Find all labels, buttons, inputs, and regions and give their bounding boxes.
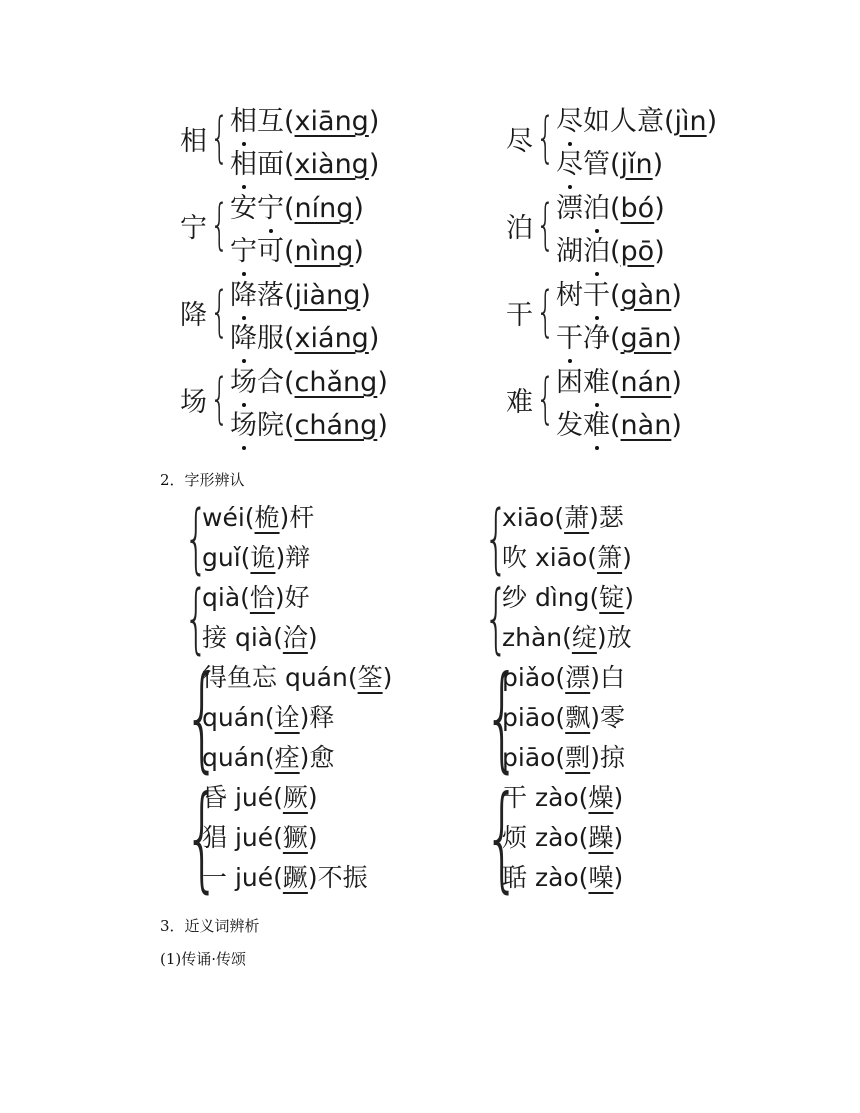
- item-text: 互(: [257, 106, 295, 137]
- polyphone-head: 场: [180, 387, 207, 418]
- polyphone-item: [230, 236, 364, 268]
- polyphone-item: [556, 106, 717, 138]
- emphasis-char: 难: [583, 367, 610, 398]
- polyphone-item: [230, 280, 371, 312]
- item-text: (: [610, 410, 621, 441]
- item-text: ): [654, 236, 665, 267]
- emphasis-char: 泊: [583, 236, 610, 267]
- glyph-item: [502, 862, 623, 894]
- polyphone-item: [556, 149, 663, 181]
- character-answer: 飘: [565, 703, 591, 732]
- glyph-item: [502, 742, 625, 774]
- item-text: ): [377, 367, 388, 398]
- item-text: )好: [274, 583, 310, 612]
- brace: {: [184, 771, 221, 904]
- item-text: 合(: [257, 367, 295, 398]
- item-text: 发: [556, 410, 583, 441]
- pinyin-answer: nìng: [294, 236, 354, 267]
- glyph-item: [502, 702, 625, 734]
- item-text: piǎo(: [502, 663, 566, 692]
- brace: {: [484, 493, 509, 582]
- brace: {: [184, 573, 209, 662]
- item-text: ): [360, 280, 371, 311]
- polyphone-item: [556, 410, 682, 442]
- polyphone-item: [230, 410, 388, 442]
- character-answer: 绽: [571, 623, 597, 652]
- brace: {: [484, 651, 521, 784]
- item-text: 接 qià(: [202, 623, 283, 652]
- polyphone-item: [556, 193, 665, 225]
- glyph-item: [202, 702, 334, 734]
- pinyin-answer: nán: [620, 367, 672, 398]
- item-text: )瑟: [589, 503, 624, 532]
- item-text: ): [706, 106, 718, 137]
- character-answer: 剽: [565, 743, 591, 772]
- item-text: 漂: [556, 193, 583, 224]
- pinyin-answer: bó: [620, 193, 655, 224]
- heading-glyph-recognition: 2．字形辨认: [160, 471, 245, 489]
- character-answer: 萧: [564, 503, 590, 532]
- item-text: ): [368, 149, 380, 180]
- emphasis-char: 泊: [583, 193, 610, 224]
- item-text: )辩: [275, 543, 311, 572]
- item-text: quán(: [202, 743, 275, 772]
- item-text: (: [610, 193, 621, 224]
- emphasis-char: 干: [583, 280, 610, 311]
- polyphone-item: [230, 106, 379, 138]
- emphasis-char: 尽: [556, 149, 583, 180]
- item-text: )不振: [307, 863, 368, 892]
- item-text: ): [307, 623, 318, 652]
- item-text: )白: [590, 663, 625, 692]
- item-text: piāo(: [502, 743, 566, 772]
- character-answer: 厥: [282, 783, 308, 812]
- item-text: wéi(: [202, 503, 255, 532]
- glyph-item: [202, 862, 368, 894]
- glyph-item: [202, 662, 392, 694]
- item-text: qià(: [202, 583, 250, 612]
- brace: {: [184, 493, 209, 582]
- glyph-item: [502, 542, 632, 574]
- item-text: ): [671, 323, 682, 354]
- emphasis-char: 相: [230, 106, 257, 137]
- item-text: )释: [299, 703, 335, 732]
- brace: {: [210, 280, 229, 343]
- item-text: ): [382, 663, 393, 692]
- item-text: ): [368, 106, 380, 137]
- pinyin-answer: nàn: [620, 410, 672, 441]
- glyph-item: [202, 622, 318, 654]
- item-text: 管(: [583, 149, 621, 180]
- emphasis-char: 干: [556, 323, 583, 354]
- heading-synonym-pair: (1)传诵·传颂: [160, 950, 247, 968]
- item-text: 干 zào(: [502, 783, 589, 812]
- glyph-item: [502, 662, 625, 694]
- glyph-item: [502, 582, 634, 614]
- item-text: (: [610, 367, 621, 398]
- polyphone-head: 泊: [506, 213, 533, 244]
- pinyin-answer: jìn: [674, 106, 707, 137]
- emphasis-char: 宁: [230, 236, 257, 267]
- character-answer: 锭: [599, 583, 625, 612]
- polyphone-item: [556, 323, 682, 355]
- pinyin-answer: jiàng: [294, 280, 361, 311]
- item-text: 困: [556, 367, 583, 398]
- character-answer: 痊: [274, 743, 300, 772]
- character-answer: 噪: [588, 863, 614, 892]
- polyphone-head: 宁: [180, 213, 207, 244]
- character-answer: 蹶: [282, 863, 308, 892]
- brace: {: [484, 771, 521, 904]
- item-text: 可(: [257, 236, 295, 267]
- brace: {: [210, 106, 229, 169]
- item-text: 服(: [257, 323, 295, 354]
- item-text: )愈: [299, 743, 335, 772]
- item-text: )放: [596, 623, 632, 652]
- item-text: ): [613, 783, 624, 812]
- character-answer: 漂: [565, 663, 591, 692]
- item-text: 落(: [257, 280, 295, 311]
- item-text: 如人意(: [583, 106, 675, 137]
- emphasis-char: 难: [583, 410, 610, 441]
- item-text: 吹 xiāo(: [502, 543, 598, 572]
- item-text: ): [307, 783, 318, 812]
- polyphone-item: [230, 323, 379, 355]
- item-text: 纱 dìng(: [502, 583, 600, 612]
- glyph-item: [502, 502, 624, 534]
- polyphone-head: 尽: [506, 126, 533, 157]
- character-answer: 燥: [588, 783, 614, 812]
- emphasis-char: 尽: [556, 106, 583, 137]
- pinyin-answer: xiáng: [294, 323, 369, 354]
- brace: {: [184, 651, 221, 784]
- item-text: 院(: [257, 410, 295, 441]
- glyph-item: [202, 742, 334, 774]
- item-text: 安: [230, 193, 257, 224]
- item-text: xiāo(: [502, 503, 565, 532]
- item-text: ): [624, 583, 635, 612]
- pinyin-answer: jǐn: [620, 149, 653, 180]
- item-text: 烦 zào(: [502, 823, 589, 852]
- character-answer: 恰: [249, 583, 275, 612]
- glyph-item: [202, 542, 310, 574]
- glyph-item: [202, 822, 318, 854]
- item-text: 昏 jué(: [202, 783, 283, 812]
- character-answer: 筌: [357, 663, 383, 692]
- item-text: 树: [556, 280, 583, 311]
- pinyin-answer: xiāng: [294, 106, 369, 137]
- item-text: ): [368, 323, 380, 354]
- character-answer: 诠: [274, 703, 300, 732]
- glyph-item: [202, 782, 318, 814]
- item-text: ): [353, 236, 364, 267]
- item-text: guǐ(: [202, 543, 251, 572]
- item-text: quán(: [202, 703, 275, 732]
- glyph-item: [202, 582, 310, 614]
- item-text: 一 jué(: [202, 863, 283, 892]
- polyphone-head: 相: [180, 126, 207, 157]
- item-text: piāo(: [502, 703, 566, 732]
- item-text: ): [307, 823, 318, 852]
- polyphone-item: [230, 149, 379, 181]
- item-text: ): [671, 367, 682, 398]
- polyphone-item: [230, 367, 388, 399]
- polyphone-item: [556, 280, 682, 312]
- item-text: )掠: [590, 743, 625, 772]
- item-text: ): [353, 193, 364, 224]
- polyphone-head: 干: [506, 300, 533, 331]
- item-text: (: [610, 280, 621, 311]
- character-answer: 桅: [254, 503, 280, 532]
- character-answer: 獗: [282, 823, 308, 852]
- emphasis-char: 场: [230, 367, 257, 398]
- item-text: (: [610, 236, 621, 267]
- polyphone-head: 降: [180, 300, 207, 331]
- item-text: ): [654, 193, 665, 224]
- pinyin-answer: níng: [294, 193, 354, 224]
- item-text: 湖: [556, 236, 583, 267]
- item-text: ): [377, 410, 388, 441]
- glyph-item: [502, 622, 632, 654]
- glyph-item: [502, 822, 623, 854]
- glyph-item: [502, 782, 623, 814]
- brace: {: [536, 280, 555, 343]
- pinyin-answer: pō: [620, 236, 655, 267]
- polyphone-head: 难: [506, 387, 533, 418]
- item-text: (: [284, 193, 295, 224]
- emphasis-char: 降: [230, 323, 257, 354]
- emphasis-char: 宁: [257, 193, 284, 224]
- pinyin-answer: gàn: [620, 280, 672, 311]
- item-text: )杆: [279, 503, 315, 532]
- item-text: ): [671, 410, 682, 441]
- character-answer: 躁: [588, 823, 614, 852]
- brace: {: [536, 106, 555, 169]
- item-text: ): [671, 280, 682, 311]
- item-text: )零: [590, 703, 625, 732]
- brace: {: [536, 193, 555, 256]
- item-text: ): [652, 149, 664, 180]
- item-text: 得鱼忘 quán(: [202, 663, 358, 692]
- brace: {: [484, 573, 509, 662]
- emphasis-char: 相: [230, 149, 257, 180]
- polyphone-item: [556, 367, 682, 399]
- character-answer: 诡: [250, 543, 276, 572]
- emphasis-char: 降: [230, 280, 257, 311]
- emphasis-char: 场: [230, 410, 257, 441]
- item-text: 聒 zào(: [502, 863, 589, 892]
- item-text: 面(: [257, 149, 295, 180]
- item-text: ): [613, 863, 624, 892]
- pinyin-answer: xiàng: [294, 149, 369, 180]
- brace: {: [536, 367, 555, 430]
- polyphone-item: [556, 236, 665, 268]
- item-text: 净(: [583, 323, 621, 354]
- item-text: ): [622, 543, 632, 572]
- character-answer: 箫: [597, 543, 623, 572]
- pinyin-answer: gān: [620, 323, 672, 354]
- item-text: 猖 jué(: [202, 823, 283, 852]
- brace: {: [210, 193, 229, 256]
- item-text: ): [613, 823, 624, 852]
- character-answer: 洽: [282, 623, 308, 652]
- heading-synonyms: 3．近义词辨析: [160, 917, 260, 935]
- brace: {: [210, 367, 229, 430]
- pinyin-answer: cháng: [294, 410, 378, 441]
- item-text: zhàn(: [502, 623, 572, 652]
- polyphone-item: [230, 193, 364, 225]
- pinyin-answer: chǎng: [294, 367, 378, 398]
- glyph-item: [202, 502, 314, 534]
